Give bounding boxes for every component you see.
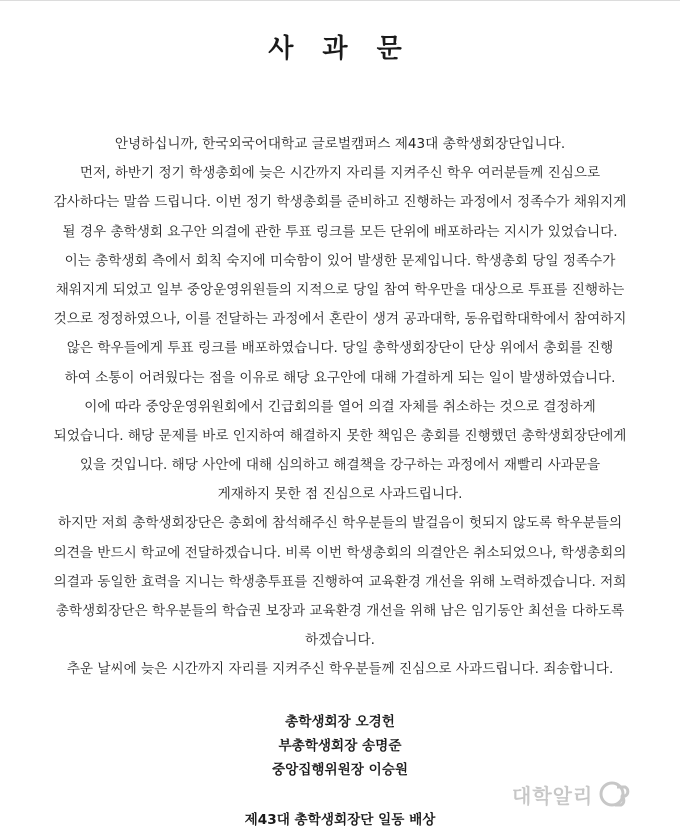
body-line: 추운 날씨에 늦은 시간까지 자리를 지켜주신 학우분들께 진심으로 사과드립니다. 죄송합니다. <box>66 661 614 678</box>
watermark-logo-icon <box>597 778 637 810</box>
body-line: 의견을 반드시 학교에 전달하겠습니다. 비록 이번 학생총회의 의결안은 취소되었으나, 학생총회의 <box>53 544 627 561</box>
body-line: 않은 학우들에게 투표 링크를 배포하였습니다. 당일 총학생회장단이 단상 위에서 총회를 진행 <box>66 340 614 357</box>
body-line: 안녕하십니까, 한국외국어대학교 글로벌캠퍼스 제43대 총학생회장단입니다. <box>114 136 566 152</box>
body-line: 있을 것입니다. 해당 사안에 대해 심의하고 해결책을 강구하는 과정에서 재빨리 사과문을 <box>79 457 601 474</box>
body-line: 이에 따라 중앙운영위원회에서 긴급회의를 열어 의결 자체를 취소하는 것으로 결정하게 <box>84 398 596 415</box>
body-line: 될 경우 총학생회 요구안 의결에 관한 투표 링크를 모든 단위에 배포하라는 지시가 있었습니다. <box>62 223 618 240</box>
signatory-line: 총학생회장 오경헌 <box>285 714 395 730</box>
body-line: 감사하다는 말씀 드립니다. 이번 정기 학생총회를 준비하고 진행하는 과정에서 정족수가 채워지게 <box>53 194 627 211</box>
watermark-text: 대학알리 <box>512 783 594 808</box>
signature-block <box>0 710 680 782</box>
body-line: 하지만 저희 총학생회장단은 총회에 참석해주신 학우분들의 발걸음이 헛되지 않도록 학우분들의 <box>57 515 623 532</box>
watermark <box>512 774 637 814</box>
body-line: 총학생회장단은 학우분들의 학습권 보장과 교육환경 개선을 위해 남은 임기동안 최선을 다하도록 <box>55 603 625 619</box>
signatory-line: 부총학생회장 송명준 <box>278 738 402 754</box>
body-line: 의결과 동일한 효력을 지니는 학생총투표를 진행하여 교육환경 개선을 위해 노력하겠습니다. 저희 <box>53 573 627 590</box>
body-line: 하여 소통이 어려웠다는 점을 이유로 해당 요구안에 대해 가결하게 되는 일이 발생하였습니다. <box>64 369 616 386</box>
page-top-border <box>0 0 680 1</box>
signatory-line: 중앙집행위원장 이승원 <box>271 762 409 778</box>
body-line: 하겠습니다. <box>305 632 375 649</box>
body-line: 채워지게 되었고 일부 중앙운영위원들의 지적으로 당일 참여 학우만을 대상으로 투표를 진행하는 <box>55 281 625 298</box>
document-body <box>18 130 662 685</box>
closing-signature: 제43대 총학생회장단 일동 배상 <box>244 812 436 828</box>
body-line: 되었습니다. 해당 문제를 바로 인지하여 해결하지 못한 책임은 총회를 진행했던 총학생회장단에게 <box>53 427 627 444</box>
body-line: 먼저, 하반기 정기 학생총회에 늦은 시간까지 자리를 지켜주신 학우 여러분들께 진심으로 <box>79 165 601 182</box>
body-line: 게재하지 못한 점 진심으로 사과드립니다. <box>217 486 463 503</box>
body-line: 것으로 정정하였으나, 이를 전달하는 과정에서 혼란이 생겨 공과대학, 동유럽학대학에서 참여하지 <box>53 311 627 328</box>
document-title: 사 과 문 <box>268 34 412 64</box>
body-line: 이는 총학생회 측에서 회칙 숙지에 미숙함이 있어 발생한 문제입니다. 학생총회 당일 정족수가 <box>64 252 616 269</box>
